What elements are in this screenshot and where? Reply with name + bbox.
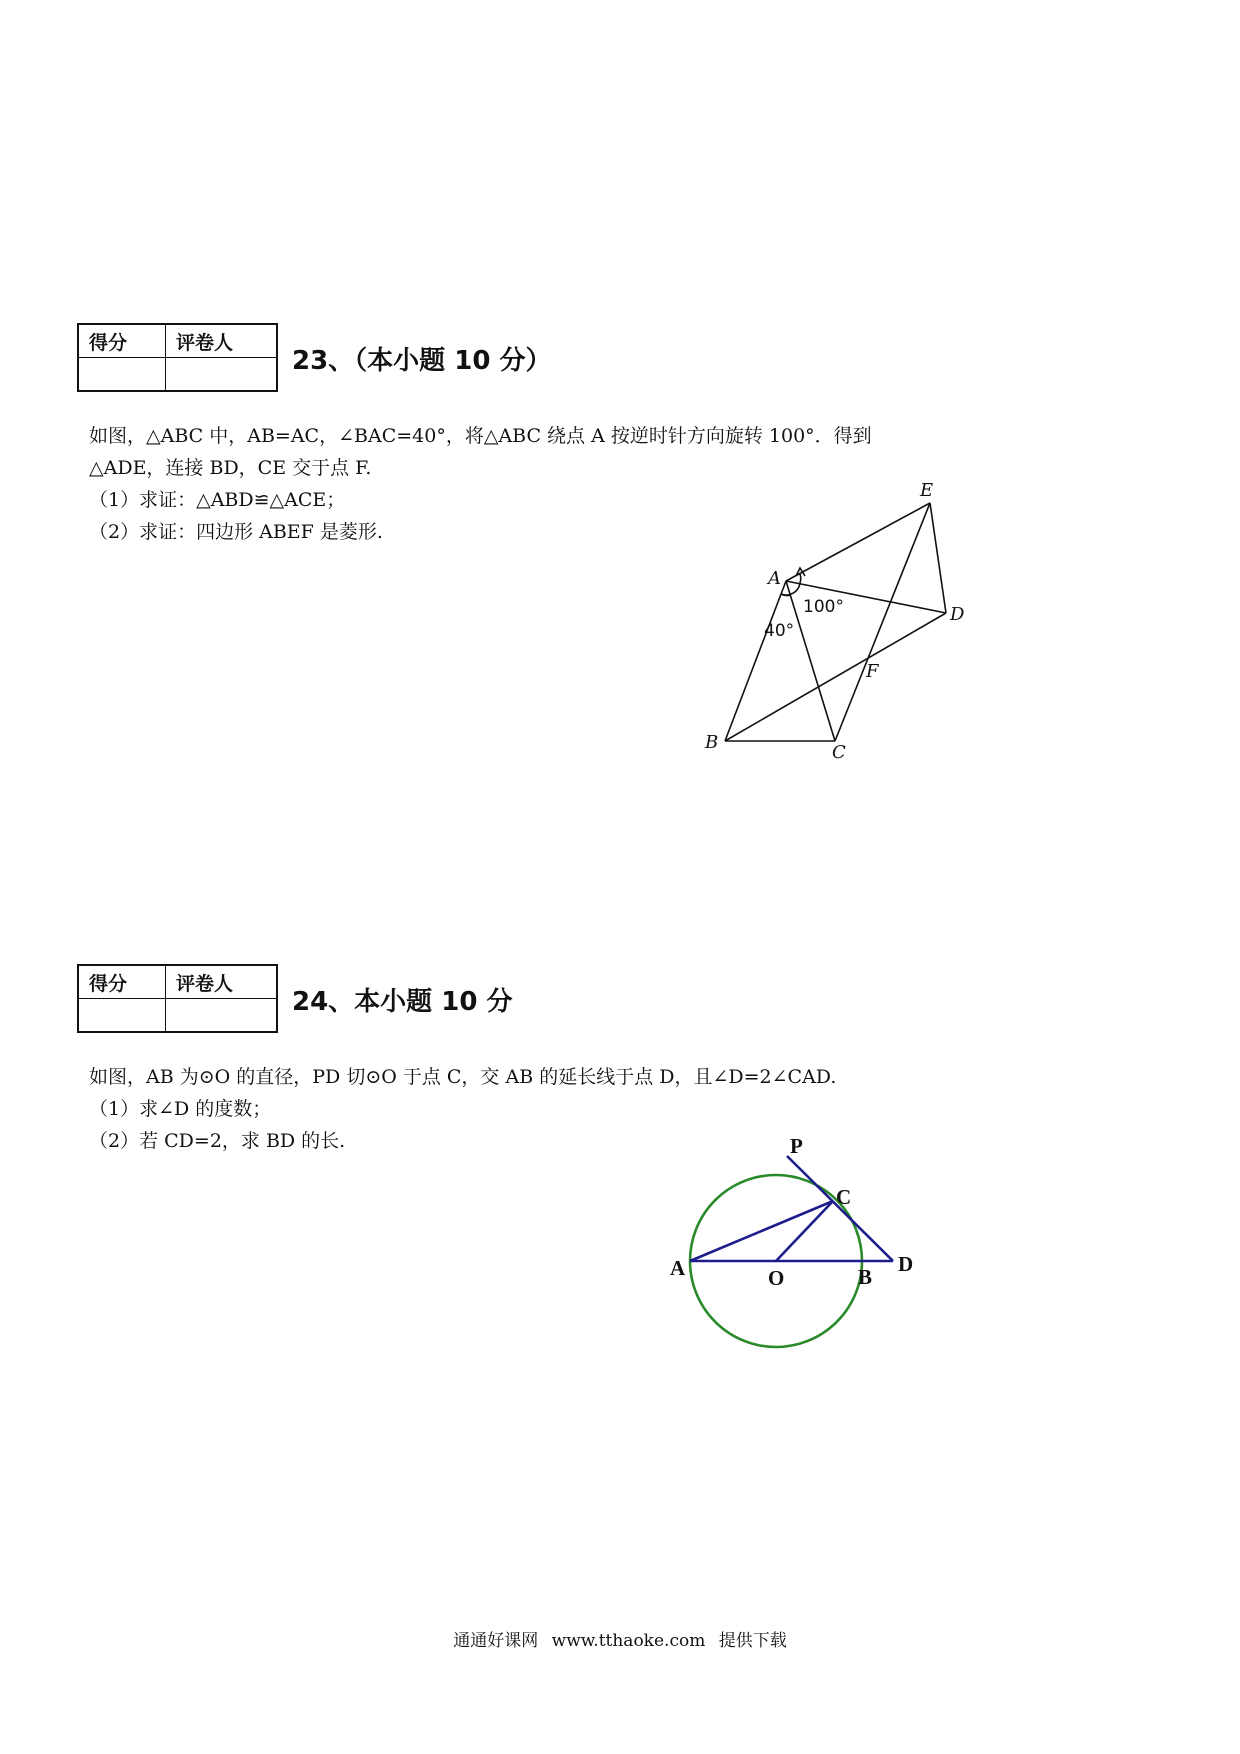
- q24-text-line-3: （2）若 CD=2，求 BD 的长.: [89, 1130, 346, 1152]
- q23-text-line-2: △ADE，连接 BD，CE 交于点 F.: [89, 457, 372, 479]
- q23-label-C: C: [832, 742, 846, 763]
- q24-label-P: P: [790, 1134, 803, 1158]
- q23-segment-CE: [835, 503, 930, 741]
- q24-label-B: B: [858, 1265, 873, 1289]
- q23-score-table: [77, 323, 278, 392]
- page-footer: [0, 1626, 1240, 1651]
- q23-segment-BD: [725, 613, 946, 741]
- q23-label-F: F: [866, 661, 879, 682]
- footer-note: 提供下载: [718, 1631, 787, 1651]
- q24-title: 24、本小题 10 分: [292, 987, 513, 1017]
- q24-figure: [660, 1130, 940, 1360]
- q24-label-D: D: [898, 1252, 914, 1276]
- q24-score-cell[interactable]: [78, 999, 166, 1033]
- footer-url-link[interactable]: www.tthaoke.com: [551, 1631, 706, 1651]
- q23-score-header: 得分: [78, 324, 166, 358]
- footer-site-name: 通通好课网: [453, 1631, 539, 1651]
- q23-label-A: A: [768, 568, 781, 589]
- q24-label-A: A: [670, 1256, 686, 1280]
- q24-label-O: O: [768, 1266, 785, 1290]
- q23-segment-AE: [786, 503, 930, 581]
- q23-score-cell[interactable]: [78, 358, 166, 392]
- q24-grader-header: 评卷人: [166, 965, 278, 999]
- q24-segment-OC: [776, 1201, 833, 1261]
- q24-grader-cell[interactable]: [166, 999, 278, 1033]
- q23-figure: [690, 480, 990, 770]
- q24-segment-AC: [690, 1201, 833, 1261]
- q23-title: 23、（本小题 10 分）: [292, 346, 552, 376]
- q23-text-line-3: （1）求证：△ABD≌△ACE；: [89, 489, 346, 511]
- q23-text-line-4: （2）求证：四边形 ABEF 是菱形.: [89, 521, 383, 543]
- q23-segment-ED: [930, 503, 946, 613]
- q24-text-line-2: （1）求∠D 的度数；: [89, 1098, 272, 1120]
- q23-label-B: B: [705, 732, 719, 753]
- q23-label-D: D: [950, 604, 965, 625]
- q24-score-table: [77, 964, 278, 1033]
- q23-angle-label-100: 100°: [803, 597, 844, 617]
- q23-segment-AB: [725, 581, 786, 741]
- q23-angle-label-40: 40°: [764, 621, 795, 641]
- q23-grader-header: 评卷人: [166, 324, 278, 358]
- q24-text-line-1: 如图，AB 为⊙O 的直径，PD 切⊙O 于点 C，交 AB 的延长线于点 D，且∠D=2∠CAD.: [89, 1066, 837, 1088]
- q23-text-line-1: 如图，△ABC 中，AB=AC，∠BAC=40°，将△ABC 绕点 A 按逆时针方向旋转 100°．得到: [89, 425, 872, 447]
- q23-label-E: E: [920, 480, 934, 501]
- q24-label-C: C: [836, 1185, 852, 1209]
- q24-score-header: 得分: [78, 965, 166, 999]
- q23-grader-cell[interactable]: [166, 358, 278, 392]
